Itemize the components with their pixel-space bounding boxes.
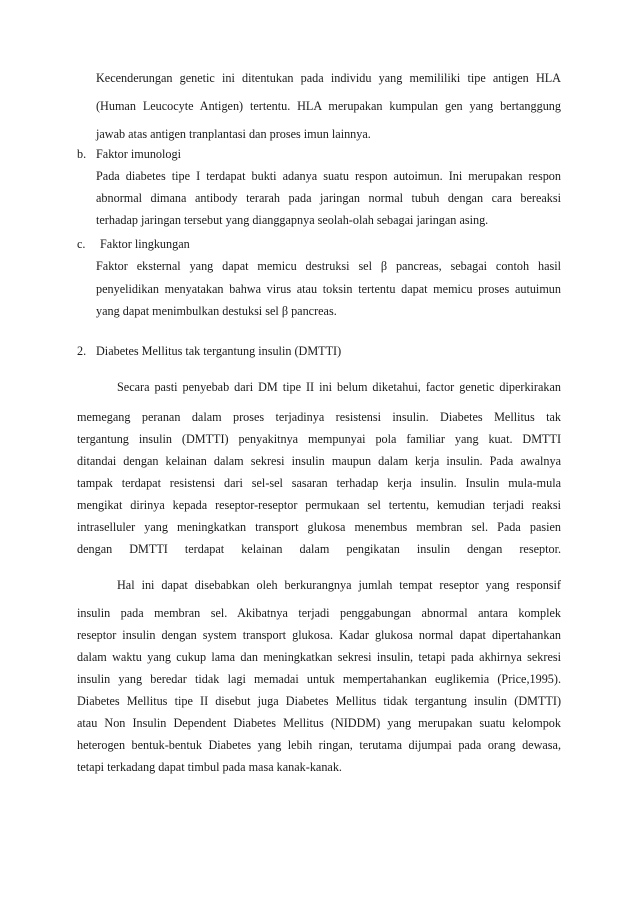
list-heading-c: Faktor lingkungan: [100, 237, 190, 251]
text-line: yang dapat menimbulkan destuksi sel β pancreas.: [96, 304, 337, 318]
text-line: ditandai dengan kelainan dalam sekresi insulin maupun dalam kerja insulin. Pada awalnya: [77, 454, 561, 468]
text-line: Kecenderungan genetic ini ditentukan pada individu yang memililiki tipe antigen HLA: [96, 71, 561, 85]
text-line: terhadap jaringan tersebut yang dianggapnya seolah-olah sebagai jaringan asing.: [96, 213, 489, 227]
text-line: Secara pasti penyebab dari DM tipe II ini belum diketahui, factor genetic diperkirakan: [117, 380, 561, 394]
text-line: heterogen bentuk-bentuk Diabetes yang lebih ringan, terutama dijumpai pada orang dewasa,: [77, 738, 561, 752]
section-number: 2.: [77, 344, 87, 358]
text-line: jawab atas antigen tranplantasi dan proses imun lainnya.: [96, 127, 371, 141]
text-line: insulin pada membran sel. Akibatnya terjadi penggabungan abnormal antara komplek: [77, 606, 561, 620]
list-marker-b: b.: [77, 147, 87, 161]
text-line: mengikat dirinya kepada reseptor-reseptor permukaan sel tertentu, kemudian terjadi reaksi: [77, 498, 561, 512]
text-line: intraselluler yang meningkatkan transport glukosa menembus membran sel. Pada pasien: [77, 520, 561, 534]
text-line: memegang peranan dalam proses terjadinya resistensi insulin. Diabetes Mellitus tak: [77, 410, 561, 424]
text-line: Pada diabetes tipe I terdapat bukti adanya suatu respon autoimun. Ini merupakan respon: [96, 169, 561, 183]
list-marker-c: c.: [77, 237, 86, 251]
text-line: Diabetes Mellitus tipe II disebut juga Diabetes Mellitus tidak tergantung insulin (DMTTI): [77, 694, 561, 708]
text-line: penyelidikan menyatakan bahwa virus atau toksin tertentu dapat memicu proses autuimun: [96, 282, 561, 296]
section-heading: Diabetes Mellitus tak tergantung insulin (DMTTI): [96, 344, 342, 358]
list-heading-b: Faktor imunologi: [96, 147, 181, 161]
text-line: insulin yang beredar tidak lagi memadai untuk mempertahankan euglikemia (Price,1995).: [77, 672, 561, 686]
text-line: dengan DMTTI terdapat kelainan dalam pengikatan insulin dengan reseptor.: [77, 542, 561, 556]
text-line: (Human Leucocyte Antigen) tertentu. HLA merupakan kumpulan gen yang bertanggung: [96, 99, 561, 113]
text-line: atau Non Insulin Dependent Diabetes Mellitus (NIDDM) yang merupakan suatu kelompok: [77, 716, 561, 730]
text-line: abnormal dimana antibody terarah pada jaringan normal tubuh dengan cara bereaksi: [96, 191, 561, 205]
text-line: tetapi terkadang dapat timbul pada masa kanak-kanak.: [77, 760, 342, 774]
text-line: Hal ini dapat disebabkan oleh berkurangnya jumlah tempat reseptor yang responsif: [117, 578, 561, 592]
text-line: reseptor insulin dengan system transport glukosa. Kadar glukosa normal dapat dipertahankan: [77, 628, 561, 642]
text-line: dalam waktu yang cukup lama dan meningkatkan sekresi insulin, tetapi pada akhirnya sekresi: [77, 650, 561, 664]
text-line: tampak terdapat resistensi dari sel-sel sasaran terhadap kerja insulin. Insulin mula-mula: [77, 476, 561, 490]
text-line: Faktor eksternal yang dapat memicu destruksi sel β pancreas, sebagai contoh hasil: [96, 259, 561, 273]
text-line: tergantung insulin (DMTTI) penyakitnya mempunyai pola familiar yang kuat. DMTTI: [77, 432, 561, 446]
